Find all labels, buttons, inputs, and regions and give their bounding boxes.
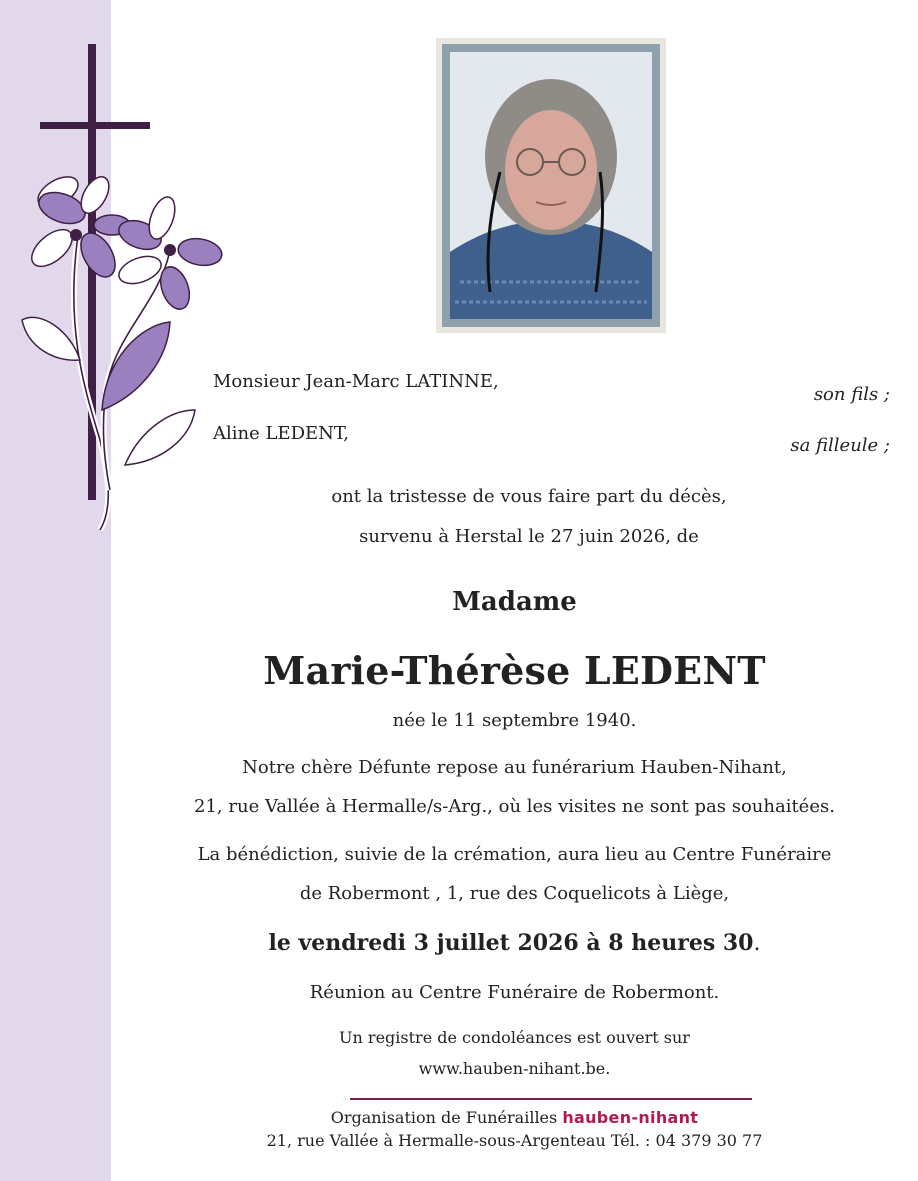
deceased-title: Madame: [452, 587, 577, 617]
footer-divider: [350, 1098, 752, 1100]
condolences-line: Un registre de condoléances est ouvert sur: [339, 1028, 690, 1047]
condolences-url[interactable]: www.hauben-nihant.be.: [418, 1059, 611, 1078]
ceremony-line: La bénédiction, suivie de la crémation, aura lieu au Centre Funéraire: [197, 844, 832, 865]
footer-address: 21, rue Vallée à Hermalle-sous-Argenteau Tél. : 04 379 30 77: [266, 1131, 763, 1150]
announcement-line: survenu à Herstal le 27 juin 2026, de: [359, 526, 699, 547]
footer-organisation: [111, 1108, 918, 1128]
footer-org-label: Organisation de Funérailles: [330, 1108, 558, 1127]
birth-date: née le 11 septembre 1940.: [392, 710, 637, 731]
cross-and-violets-decoration: [0, 30, 240, 550]
ceremony-date-text: le vendredi 3 juillet 2026 à 8 heures 30: [268, 930, 754, 956]
rest-line: 21, rue Vallée à Hermalle/s-Arg., où les visites ne sont pas souhaitées.: [194, 796, 835, 817]
rest-line: Notre chère Défunte repose au funérarium Hauben-Nihant,: [242, 757, 787, 778]
portrait-photo: [450, 52, 652, 319]
portrait-frame: [436, 38, 666, 333]
announcement-line: ont la tristesse de vous faire part du décès,: [331, 486, 727, 507]
reunion-line: Réunion au Centre Funéraire de Robermont.: [309, 982, 720, 1003]
family-member-relation: sa filleule ;: [790, 435, 890, 456]
family-member-name: Monsieur Jean-Marc LATINNE,: [213, 371, 499, 392]
ceremony-date-suffix: .: [753, 931, 761, 956]
ceremony-line: de Robermont , 1, rue des Coquelicots à Liège,: [299, 883, 730, 904]
family-member-relation: son fils ;: [813, 384, 890, 405]
violet-flower-icon: [115, 194, 224, 314]
ceremony-date: [111, 930, 918, 957]
deceased-name: Marie-Thérèse LEDENT: [263, 648, 766, 693]
family-member-name: Aline LEDENT,: [213, 423, 349, 444]
brand-logo: hauben-nihant: [562, 1108, 699, 1127]
